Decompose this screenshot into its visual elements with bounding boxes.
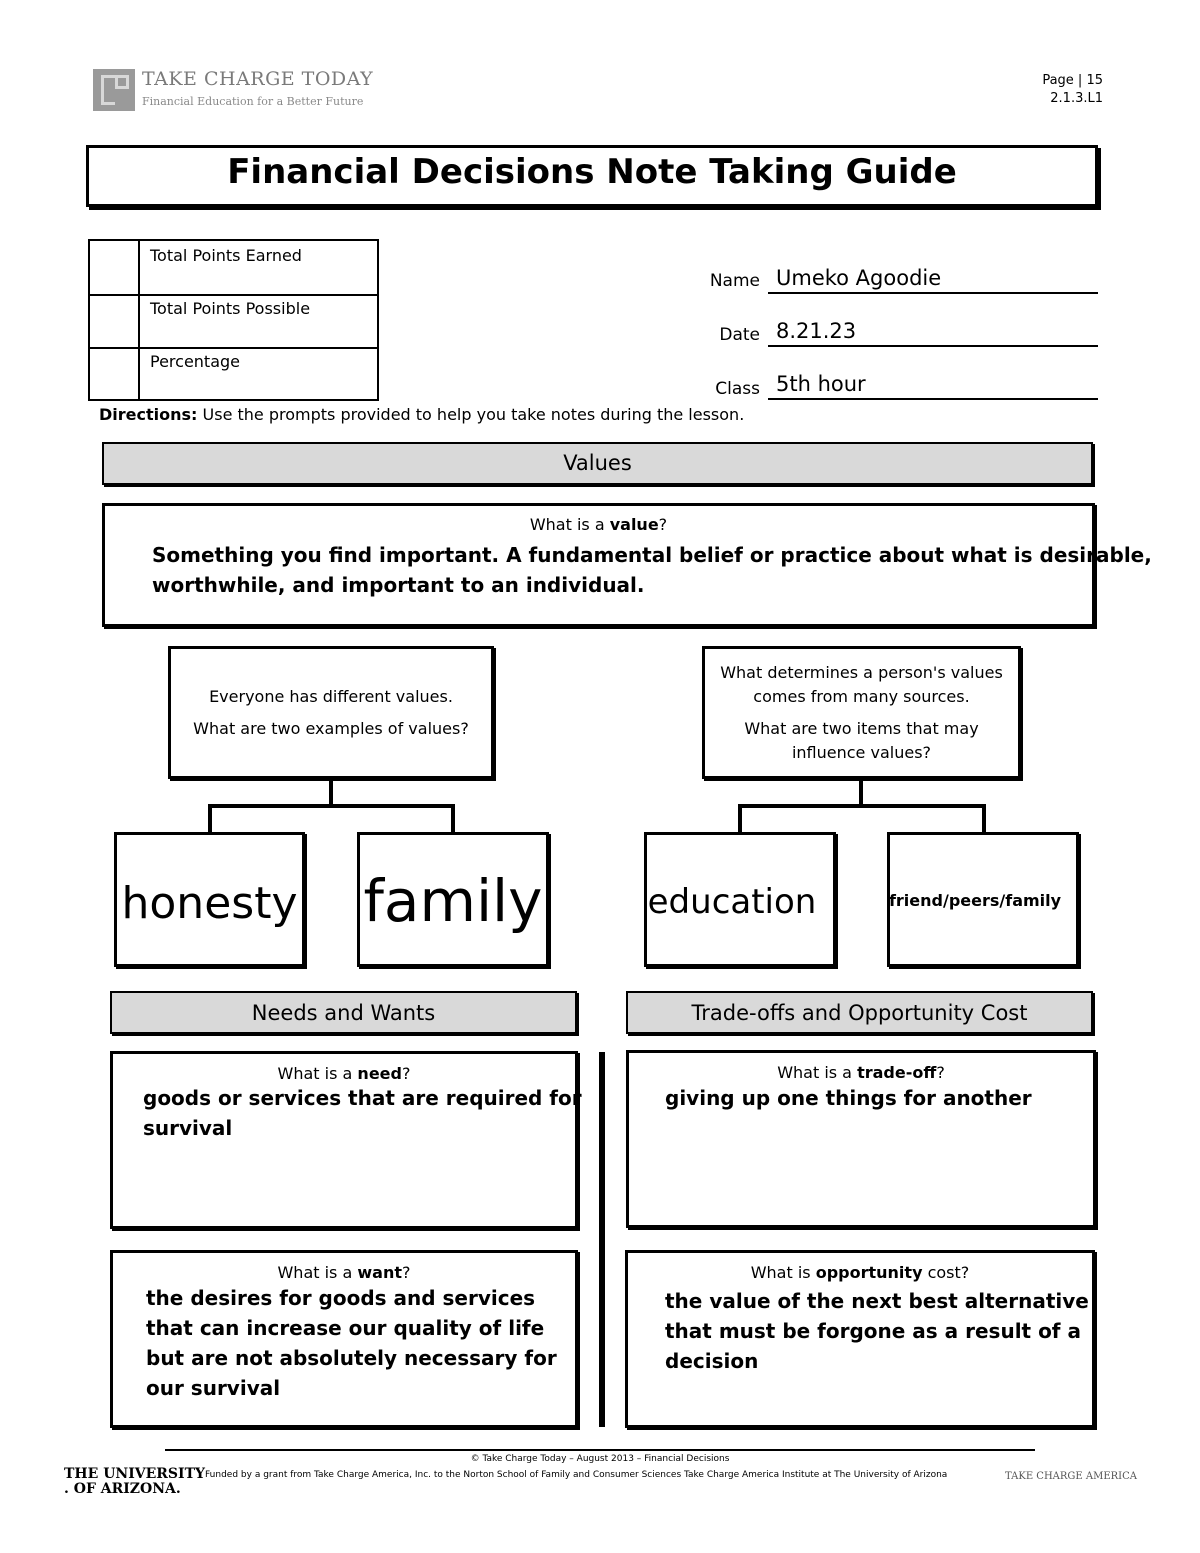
footer-funding: Funded by a grant from Take Charge America, Inc. to the Norton School of Family and Consumer Sciences Take Charge America Institute at The University of Arizona <box>205 1470 948 1480</box>
influence-2[interactable]: friend/peers/family <box>888 891 1062 910</box>
date-underline <box>768 345 1098 347</box>
influence-1[interactable]: education <box>647 882 817 922</box>
connector-line <box>738 804 742 834</box>
values-heading: Values <box>102 442 1093 485</box>
value-question: What is a value? <box>529 515 668 534</box>
want-answer-line-4[interactable]: our survival <box>146 1376 281 1400</box>
opportunity-cost-answer-line-1[interactable]: the value of the next best alternative <box>665 1289 1089 1313</box>
connector-line <box>329 779 333 806</box>
column-divider <box>599 1052 605 1427</box>
want-answer-line-1[interactable]: the desires for goods and services <box>146 1286 536 1310</box>
connector-line <box>208 804 455 808</box>
take-charge-today-logo-icon <box>93 69 135 111</box>
needs-wants-heading: Needs and Wants <box>110 991 577 1034</box>
examples-prompt-box <box>168 646 494 779</box>
name-value[interactable]: Umeko Agoodie <box>776 266 942 290</box>
connector-line <box>859 779 863 806</box>
influences-prompt-line-1: What determines a person's values <box>720 663 1003 682</box>
footer-copyright: © Take Charge Today – August 2013 – Financial Decisions <box>470 1454 730 1464</box>
class-value[interactable]: 5th hour <box>776 372 866 396</box>
need-answer-line-2[interactable]: survival <box>143 1116 233 1140</box>
points-row <box>90 347 377 399</box>
value-answer-line-1[interactable]: Something you find important. A fundamental belief or practice about what is desirable, <box>152 543 1152 567</box>
page-number: Page | 15 <box>1042 73 1103 88</box>
examples-prompt-line-2: What are two examples of values? <box>193 719 469 738</box>
need-answer-line-1[interactable]: goods or services that are required for <box>143 1086 582 1110</box>
opportunity-cost-answer-line-2[interactable]: that must be forgone as a result of a <box>665 1319 1081 1343</box>
brand-tagline: Financial Education for a Better Future <box>142 95 364 108</box>
take-charge-america-logo: TAKE CHARGE AMERICA <box>1005 1471 1137 1482</box>
connector-line <box>208 804 212 834</box>
want-answer-line-3[interactable]: but are not absolutely necessary for <box>146 1346 557 1370</box>
class-label: Class <box>715 379 760 399</box>
connector-line <box>738 804 986 808</box>
university-of-arizona-logo: THE UNIVERSITY . OF ARIZONA. <box>64 1466 205 1497</box>
want-answer-line-2[interactable]: that can increase our quality of life <box>146 1316 545 1340</box>
value-example-2[interactable]: family <box>363 867 543 935</box>
influences-prompt-line-4: influence values? <box>791 743 932 762</box>
points-earned-cell[interactable] <box>90 241 140 294</box>
value-answer-line-2[interactable]: worthwhile, and important to an individual. <box>152 573 645 597</box>
points-row <box>90 294 377 349</box>
name-label: Name <box>709 271 760 291</box>
opportunity-cost-answer-line-3[interactable]: decision <box>665 1349 759 1373</box>
points-row-label: Total Points Possible <box>150 299 311 318</box>
points-row-label: Total Points Earned <box>150 246 302 265</box>
connector-line <box>451 804 455 834</box>
examples-prompt-line-1: Everyone has different values. <box>209 687 453 706</box>
directions-text: Use the prompts provided to help you take notes during the lesson. <box>197 405 745 424</box>
points-row-label: Percentage <box>150 352 241 371</box>
lesson-code: 2.1.3.L1 <box>1050 91 1103 106</box>
page-title: Financial Decisions Note Taking Guide <box>227 152 957 192</box>
name-underline <box>768 292 1098 294</box>
directions <box>99 405 744 424</box>
points-row <box>90 241 377 296</box>
points-table <box>88 239 379 401</box>
influences-prompt-line-2: comes from many sources. <box>753 687 970 706</box>
connector-line <box>982 804 986 834</box>
date-value[interactable]: 8.21.23 <box>776 319 857 343</box>
brand-name: TAKE CHARGE TODAY <box>142 68 374 90</box>
footer-divider <box>165 1449 1035 1451</box>
tradeoff-question: What is a trade-off? <box>777 1063 945 1082</box>
percentage-cell[interactable] <box>90 347 140 399</box>
date-label: Date <box>719 325 760 345</box>
directions-lead: Directions: <box>99 405 198 424</box>
opportunity-cost-question: What is opportunity cost? <box>750 1263 970 1282</box>
class-underline <box>768 398 1098 400</box>
tradeoff-answer-line-1[interactable]: giving up one things for another <box>665 1086 1032 1110</box>
want-question: What is a want? <box>277 1263 411 1282</box>
need-question: What is a need? <box>277 1064 411 1083</box>
tradeoffs-heading: Trade-offs and Opportunity Cost <box>626 991 1093 1034</box>
points-possible-cell[interactable] <box>90 294 140 347</box>
value-example-1[interactable]: honesty <box>121 878 298 929</box>
influences-prompt-line-3: What are two items that may <box>744 719 979 738</box>
